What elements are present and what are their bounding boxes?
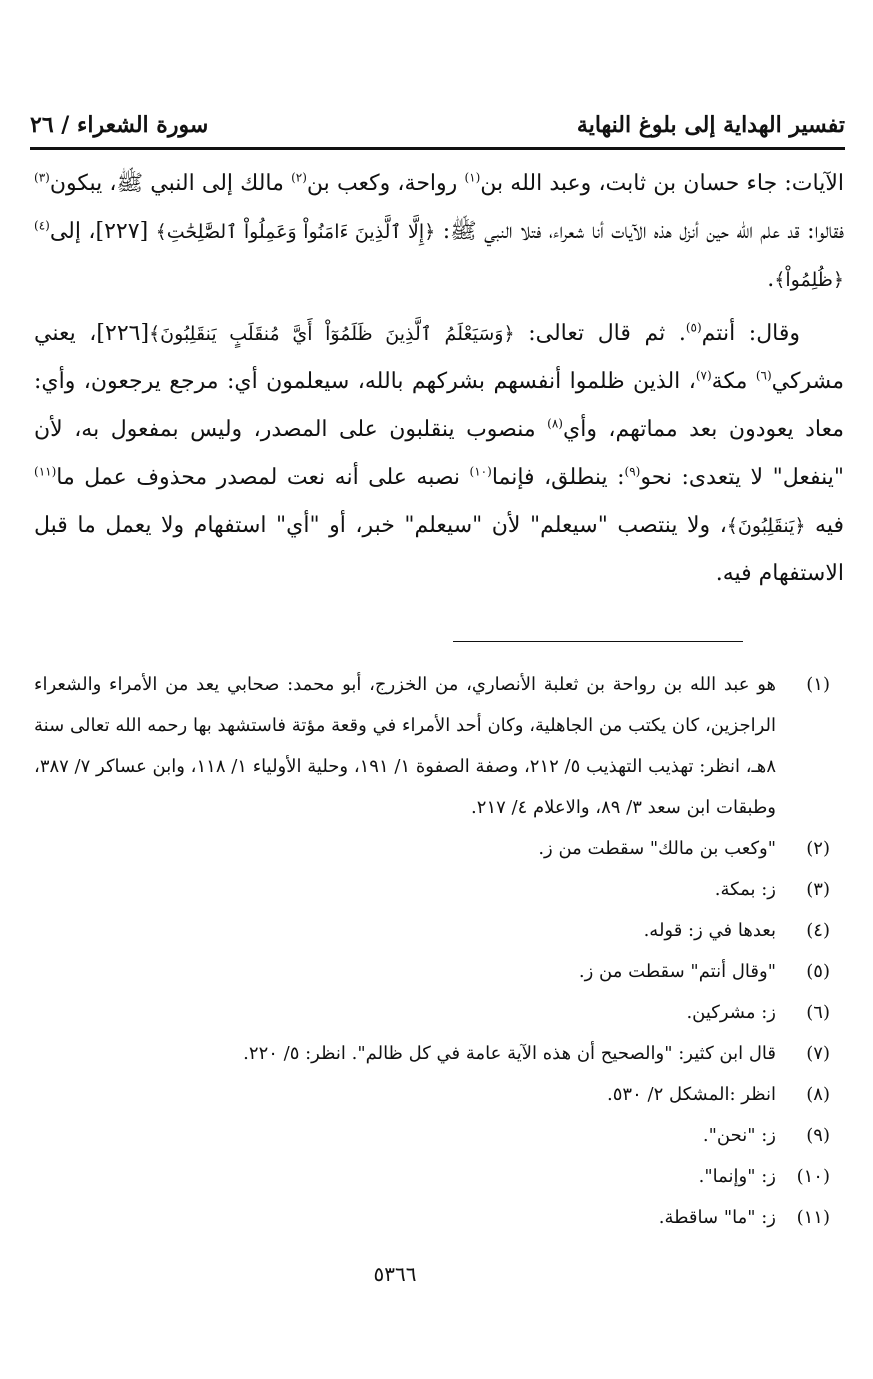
footnote-item <box>34 664 844 828</box>
text-run: . <box>767 267 775 292</box>
footnote-text: ز: بمكة. <box>714 879 776 900</box>
text-run: مكة <box>711 369 756 394</box>
footnote-number: (٨) <box>806 1084 830 1105</box>
text-run: . ثم قال تعالى: <box>514 321 686 346</box>
footnote-number: (١٠) <box>796 1166 830 1187</box>
footnote-number: (٥) <box>806 961 830 982</box>
text-run: منصوب ينقلبون على المصدر، وليس بمفعول به، لأن "ينفعل" لا يتعدى: نحو <box>34 417 844 490</box>
quran-word: ﴿ظُلِمُواْ﴾ <box>774 269 844 291</box>
footnote-item <box>34 869 844 910</box>
text-run: فيه <box>805 513 844 538</box>
footnote-number: (١١) <box>796 1207 830 1228</box>
footnote-ref-1[interactable]: (١) <box>464 170 481 185</box>
text-run: رواحة، وكعب بن <box>306 171 465 196</box>
footnote-ref-9[interactable]: (٩) <box>624 464 641 479</box>
text-run: : ينطلق، فإنما <box>491 465 625 490</box>
footnote-text: ز: "وإنما". <box>698 1166 776 1187</box>
footnote-text: ز: مشركين. <box>686 1002 776 1023</box>
text-run: [٢٢٦]، يعني مشركي <box>34 321 844 394</box>
text-run: ، الذين ظلموا أنفسهم بشركهم بالله، سيعلمون أي: مرجع يرجعون، وأي: معاد يعودون بعد مماتهم، وأي <box>34 369 844 442</box>
text-run: الآيات: جاء حسان بن ثابت، وعبد الله بن <box>480 171 844 196</box>
footnote-item <box>34 1197 844 1238</box>
footnote-number: (٩) <box>806 1125 830 1146</box>
footnote-item <box>34 1156 844 1197</box>
footnote-ref-7[interactable]: (٧) <box>695 368 712 383</box>
quran-word: ﴿يَنقَلِبُونَ﴾ <box>726 515 806 537</box>
footnote-text: هو عبد الله بن رواحة بن ثعلبة الأنصاري، من الخزرج، أبو محمد: صحابي يعد من الأمراء والشعراء الراجزين، كان يكتب من الجاهلية، وكان أحد الأمراء في وقعة مؤتة فاستشهد بها رحمه الله تعالى سنة ٨هـ، انظر: تهذيب التهذيب ٥/ ٢١٢، وصفة الصفوة ١/ ١٩١، وحلية الأولياء ١/ ١١٨، وابن عساكر ٧/ ٣٨٧، وطبقات ابن سعد ٣/ ٨٩، والاعلام ٤/ ٢١٧. <box>34 674 776 818</box>
footnote-text: "وقال أنتم" سقطت من ز. <box>578 961 776 982</box>
book-title: تفسير الهداية إلى بلوغ النهاية <box>576 112 845 138</box>
text-run: مالك إلى النبي ﷺ، يبكون <box>49 171 292 196</box>
footnote-ref-5[interactable]: (٥) <box>685 320 702 335</box>
paragraph-2 <box>34 310 844 598</box>
footnote-ref-10[interactable]: (١٠) <box>469 464 492 479</box>
footnote-number: (١) <box>806 674 830 695</box>
text-run: فقالوا: قد علم الله حين أنزل هذه الآيات أنا شعراء، فتلا النبي ﷺ: <box>435 219 844 244</box>
text-run: نصبه على أنه نعت لمصدر محذوف عمل ما <box>56 465 470 490</box>
footnote-item <box>34 951 844 992</box>
footnote-divider <box>453 641 743 642</box>
footnote-number: (٣) <box>806 879 830 900</box>
footnote-ref-11[interactable]: (١١) <box>34 464 57 479</box>
quran-verse: ﴿وَسَيَعْلَمُ ٱلَّذِينَ ظَلَمُوٓاْ أَيَّ مُنقَلَبٍ يَنقَلِبُونَ﴾ <box>149 323 515 345</box>
text-run: وقال: أنتم <box>701 321 801 346</box>
footnote-ref-8[interactable]: (٨) <box>547 416 563 431</box>
quran-verse: ﴿إِلَّا ٱلَّذِينَ ءَامَنُواْ وَعَمِلُواْ ٱلصَّٰلِحَٰتِ﴾ <box>155 221 436 243</box>
text-run: [٢٢٧]، إلى <box>49 219 156 244</box>
footnote-text: "وكعب بن مالك" سقطت من ز. <box>538 838 776 859</box>
footnote-item <box>34 910 844 951</box>
footnote-text: ز: "نحن". <box>702 1125 776 1146</box>
page-number: ٥٣٦٦ <box>373 1262 417 1286</box>
header-divider <box>30 147 845 150</box>
surah-reference: سورة الشعراء / ٢٦ <box>30 112 209 138</box>
main-text <box>34 160 844 598</box>
footnote-item <box>34 1115 844 1156</box>
footnote-ref-6[interactable]: (٦) <box>755 368 772 383</box>
footnote-item <box>34 828 844 869</box>
footnote-item <box>34 1074 844 1115</box>
footnote-text: ز: "ما" ساقطة. <box>658 1207 776 1228</box>
footnotes-list <box>34 664 844 1238</box>
footnote-number: (٤) <box>806 920 830 941</box>
footnote-text: بعدها في ز: قوله. <box>643 920 776 941</box>
footnote-item <box>34 992 844 1033</box>
text-run: ، ولا ينتصب "سيعلم" لأن "سيعلم" خبر، أو "أي" استفهام ولا يعمل ما قبل الاستفهام فيه. <box>34 513 844 586</box>
footnote-number: (٢) <box>806 838 830 859</box>
running-header <box>30 98 845 138</box>
footnote-text: انظر :المشكل ٢/ ٥٣٠. <box>607 1084 776 1105</box>
paragraph-1 <box>34 160 844 304</box>
footnote-number: (٧) <box>806 1043 830 1064</box>
footnote-ref-2[interactable]: (٢) <box>291 170 307 185</box>
footnote-ref-3[interactable]: (٣) <box>34 170 50 185</box>
footnote-number: (٦) <box>806 1002 830 1023</box>
footnote-ref-4[interactable]: (٤) <box>34 218 50 233</box>
footnote-item <box>34 1033 844 1074</box>
footnote-text: قال ابن كثير: "والصحيح أن هذه الآية عامة في كل ظالم". انظر: ٥/ ٢٢٠. <box>243 1043 776 1064</box>
